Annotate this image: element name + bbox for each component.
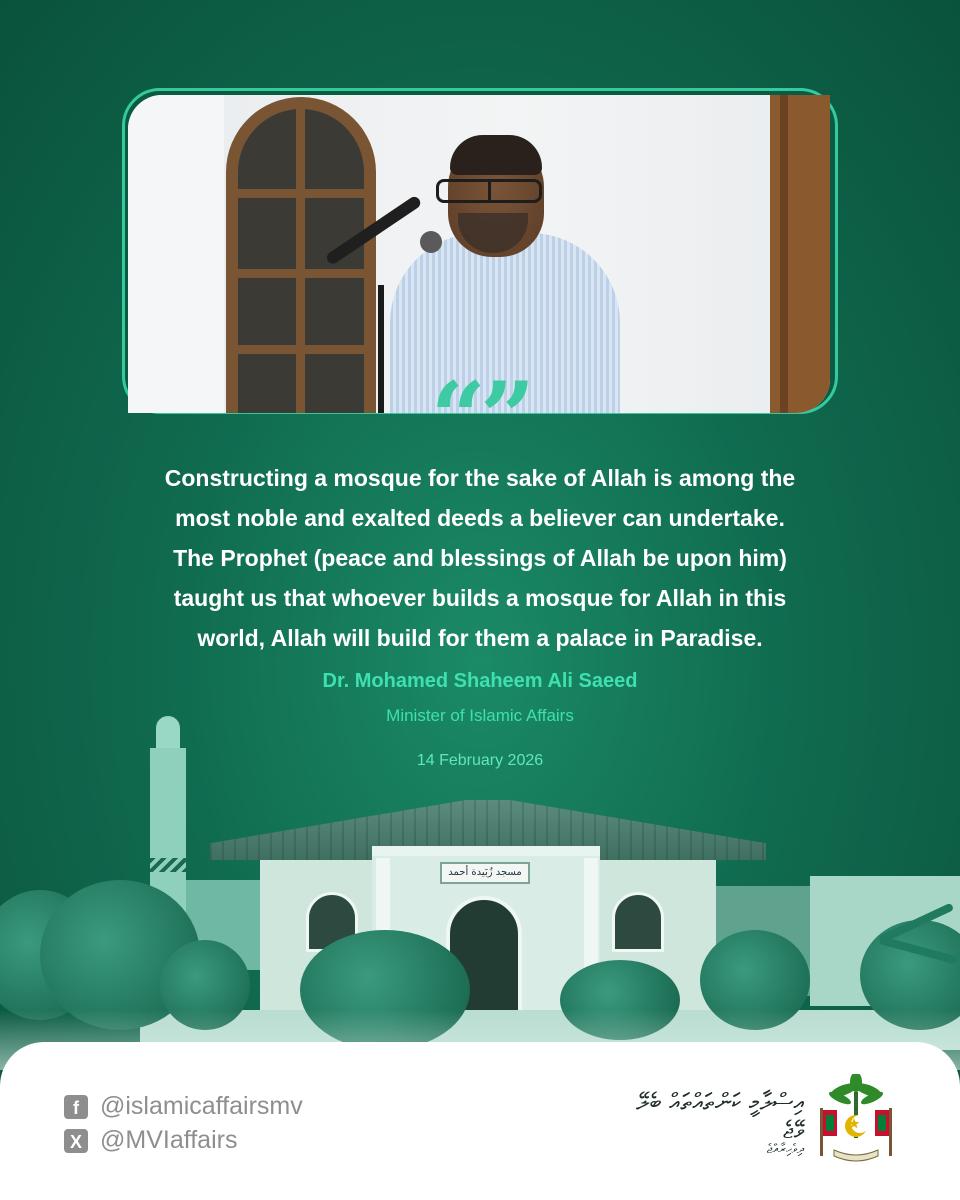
facebook-icon: f: [64, 1095, 88, 1119]
mosque-sign: مسجد زُبَيدة أحمد: [440, 862, 530, 884]
author-role: Minister of Islamic Affairs: [386, 706, 574, 725]
ministry-name-dhivehi: އިސްލާމީ ކަންތައްތައް ބެލޭ ވޭޖެ: [636, 1088, 804, 1144]
post-date: 14 February 2026: [416, 752, 544, 769]
facebook-handle: @islamicaffairsmv: [100, 1092, 303, 1120]
photo-wall: [128, 95, 224, 413]
quote-line: most noble and exalted deeds a believer can undertake.: [175, 505, 785, 531]
photo-arched-window: [226, 97, 376, 413]
x-icon: X: [64, 1129, 88, 1153]
quote-marks-icon: “”: [430, 361, 530, 474]
mosque-window: [612, 892, 664, 952]
speaker-glasses: [436, 179, 542, 203]
quote-text: [100, 458, 860, 658]
maldives-emblem-icon: [814, 1074, 898, 1166]
country-name-dhivehi: ދިވެހިރާއްޖެ: [766, 1142, 804, 1157]
facebook-link[interactable]: [64, 1092, 303, 1121]
x-handle: @MVIaffairs: [100, 1126, 238, 1154]
author-name: Dr. Mohamed Shaheem Ali Saeed: [322, 670, 638, 692]
quote-line: Constructing a mosque for the sake of Allah is among the: [164, 465, 796, 491]
quote-line: The Prophet (peace and blessings of Allah be upon him): [173, 545, 787, 571]
mosque-scene: [0, 690, 960, 1070]
photo-door-frame: [770, 95, 830, 413]
quote-line: taught us that whoever builds a mosque for Allah in this: [173, 585, 787, 611]
quote-line: world, Allah will build for them a palace in Paradise.: [197, 625, 763, 651]
x-link[interactable]: [64, 1126, 237, 1155]
